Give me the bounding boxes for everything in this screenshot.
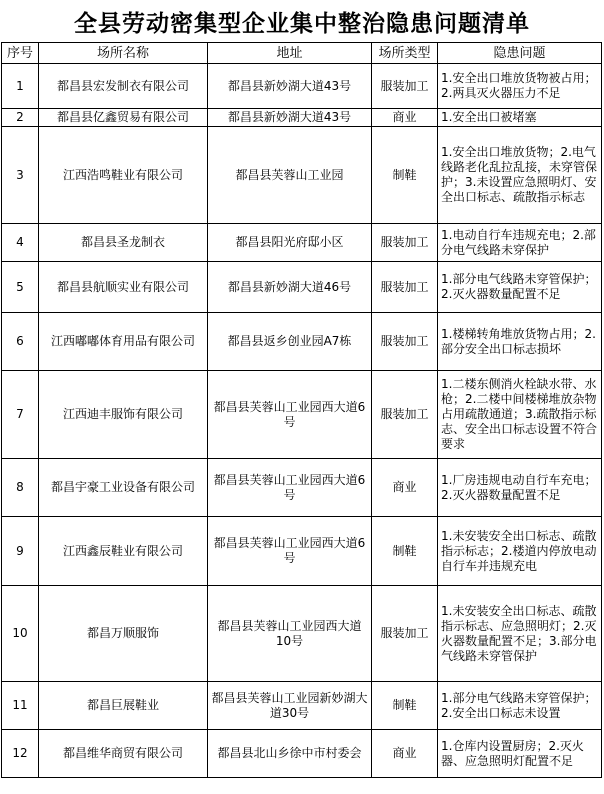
table-row [2, 262, 602, 313]
cell-no: 8 [2, 459, 39, 517]
cell-issue: 1.未安装安全出口标志、疏散指示标志、应急照明灯；2.灭火器数量配置不足；3.部分电气线路未穿管保护 [438, 586, 602, 682]
cell-issue: 1.厂房违规电动自行车充电；2.灭火器数量配置不足 [438, 459, 602, 517]
cell-no: 2 [2, 109, 39, 127]
cell-type: 制鞋 [372, 517, 438, 586]
cell-type: 制鞋 [372, 682, 438, 730]
cell-address: 都昌县北山乡徐中市村委会 [208, 730, 372, 778]
cell-address: 都昌县芙蓉山工业园 [208, 127, 372, 224]
cell-name: 都昌宇豪工业设备有限公司 [39, 459, 208, 517]
cell-issue: 1.部分电气线路未穿管保护；2.灭火器数量配置不足 [438, 262, 602, 313]
cell-issue: 1.部分电气线路未穿管保护；2.安全出口标志未设置 [438, 682, 602, 730]
table-row [2, 371, 602, 459]
cell-address: 都昌县返乡创业园A7栋 [208, 313, 372, 371]
cell-type: 制鞋 [372, 127, 438, 224]
cell-name: 江西鑫辰鞋业有限公司 [39, 517, 208, 586]
table-row [2, 682, 602, 730]
cell-address: 都昌县新妙湖大道43号 [208, 109, 372, 127]
cell-name: 都昌县宏发制衣有限公司 [39, 64, 208, 109]
table-row [2, 313, 602, 371]
table-row [2, 517, 602, 586]
header-no: 序号 [2, 43, 39, 64]
cell-no: 12 [2, 730, 39, 778]
table-row [2, 109, 602, 127]
table-header-row [2, 43, 602, 64]
cell-name: 都昌县航顺实业有限公司 [39, 262, 208, 313]
cell-no: 11 [2, 682, 39, 730]
cell-issue: 1.楼梯转角堆放货物占用；2.部分安全出口标志损坏 [438, 313, 602, 371]
cell-no: 7 [2, 371, 39, 459]
cell-type: 服装加工 [372, 262, 438, 313]
cell-address: 都昌县芙蓉山工业园西大道6号 [208, 517, 372, 586]
cell-issue: 1.未安装安全出口标志、疏散指示标志；2.楼道内停放电动自行车并违规充电 [438, 517, 602, 586]
header-issue: 隐患问题 [438, 43, 602, 64]
cell-address: 都昌县芙蓉山工业园西大道6号 [208, 459, 372, 517]
header-type: 场所类型 [372, 43, 438, 64]
table-row [2, 586, 602, 682]
cell-issue: 1.电动自行车违规充电；2.部分电气线路未穿保护 [438, 224, 602, 262]
cell-issue: 1.仓库内设置厨房；2.灭火器、应急照明灯配置不足 [438, 730, 602, 778]
table-row [2, 224, 602, 262]
cell-type: 服装加工 [372, 371, 438, 459]
cell-name: 都昌维华商贸有限公司 [39, 730, 208, 778]
header-address: 地址 [208, 43, 372, 64]
cell-address: 都昌县芙蓉山工业园西大道10号 [208, 586, 372, 682]
cell-name: 都昌万顺服饰 [39, 586, 208, 682]
cell-issue: 1.二楼东侧消火栓缺水带、水枪；2.二楼中间楼梯堆放杂物占用疏散通道；3.疏散指示标志、安全出口标志设置不符合要求 [438, 371, 602, 459]
cell-address: 都昌县新妙湖大道46号 [208, 262, 372, 313]
cell-no: 1 [2, 64, 39, 109]
cell-no: 6 [2, 313, 39, 371]
cell-name: 江西浩鸣鞋业有限公司 [39, 127, 208, 224]
cell-address: 都昌县阳光府邸小区 [208, 224, 372, 262]
cell-no: 3 [2, 127, 39, 224]
cell-type: 商业 [372, 459, 438, 517]
table-row [2, 459, 602, 517]
cell-type: 服装加工 [372, 64, 438, 109]
table-row [2, 127, 602, 224]
cell-address: 都昌县芙蓉山工业园新妙湖大道30号 [208, 682, 372, 730]
cell-type: 服装加工 [372, 224, 438, 262]
cell-type: 服装加工 [372, 586, 438, 682]
cell-no: 10 [2, 586, 39, 682]
header-name: 场所名称 [39, 43, 208, 64]
cell-name: 都昌县亿鑫贸易有限公司 [39, 109, 208, 127]
cell-address: 都昌县新妙湖大道43号 [208, 64, 372, 109]
table-row [2, 730, 602, 778]
cell-name: 江西嘟嘟体育用品有限公司 [39, 313, 208, 371]
cell-name: 江西迪丰服饰有限公司 [39, 371, 208, 459]
cell-type: 商业 [372, 730, 438, 778]
cell-type: 商业 [372, 109, 438, 127]
cell-no: 9 [2, 517, 39, 586]
cell-issue: 1.安全出口堆放货物被占用；2.两具灭火器压力不足 [438, 64, 602, 109]
cell-address: 都昌县芙蓉山工业园西大道6号 [208, 371, 372, 459]
cell-no: 4 [2, 224, 39, 262]
hazard-table [1, 42, 602, 778]
cell-issue: 1.安全出口堆放货物；2.电气线路老化乱拉乱接，未穿管保护；3.未设置应急照明灯、安全出口标志、疏散指示标志 [438, 127, 602, 224]
table-row [2, 64, 602, 109]
cell-no: 5 [2, 262, 39, 313]
cell-issue: 1.安全出口被堵塞 [438, 109, 602, 127]
cell-type: 服装加工 [372, 313, 438, 371]
page-title: 全县劳动密集型企业集中整治隐患问题清单 [74, 10, 530, 37]
cell-name: 都昌县圣龙制衣 [39, 224, 208, 262]
cell-name: 都昌巨展鞋业 [39, 682, 208, 730]
